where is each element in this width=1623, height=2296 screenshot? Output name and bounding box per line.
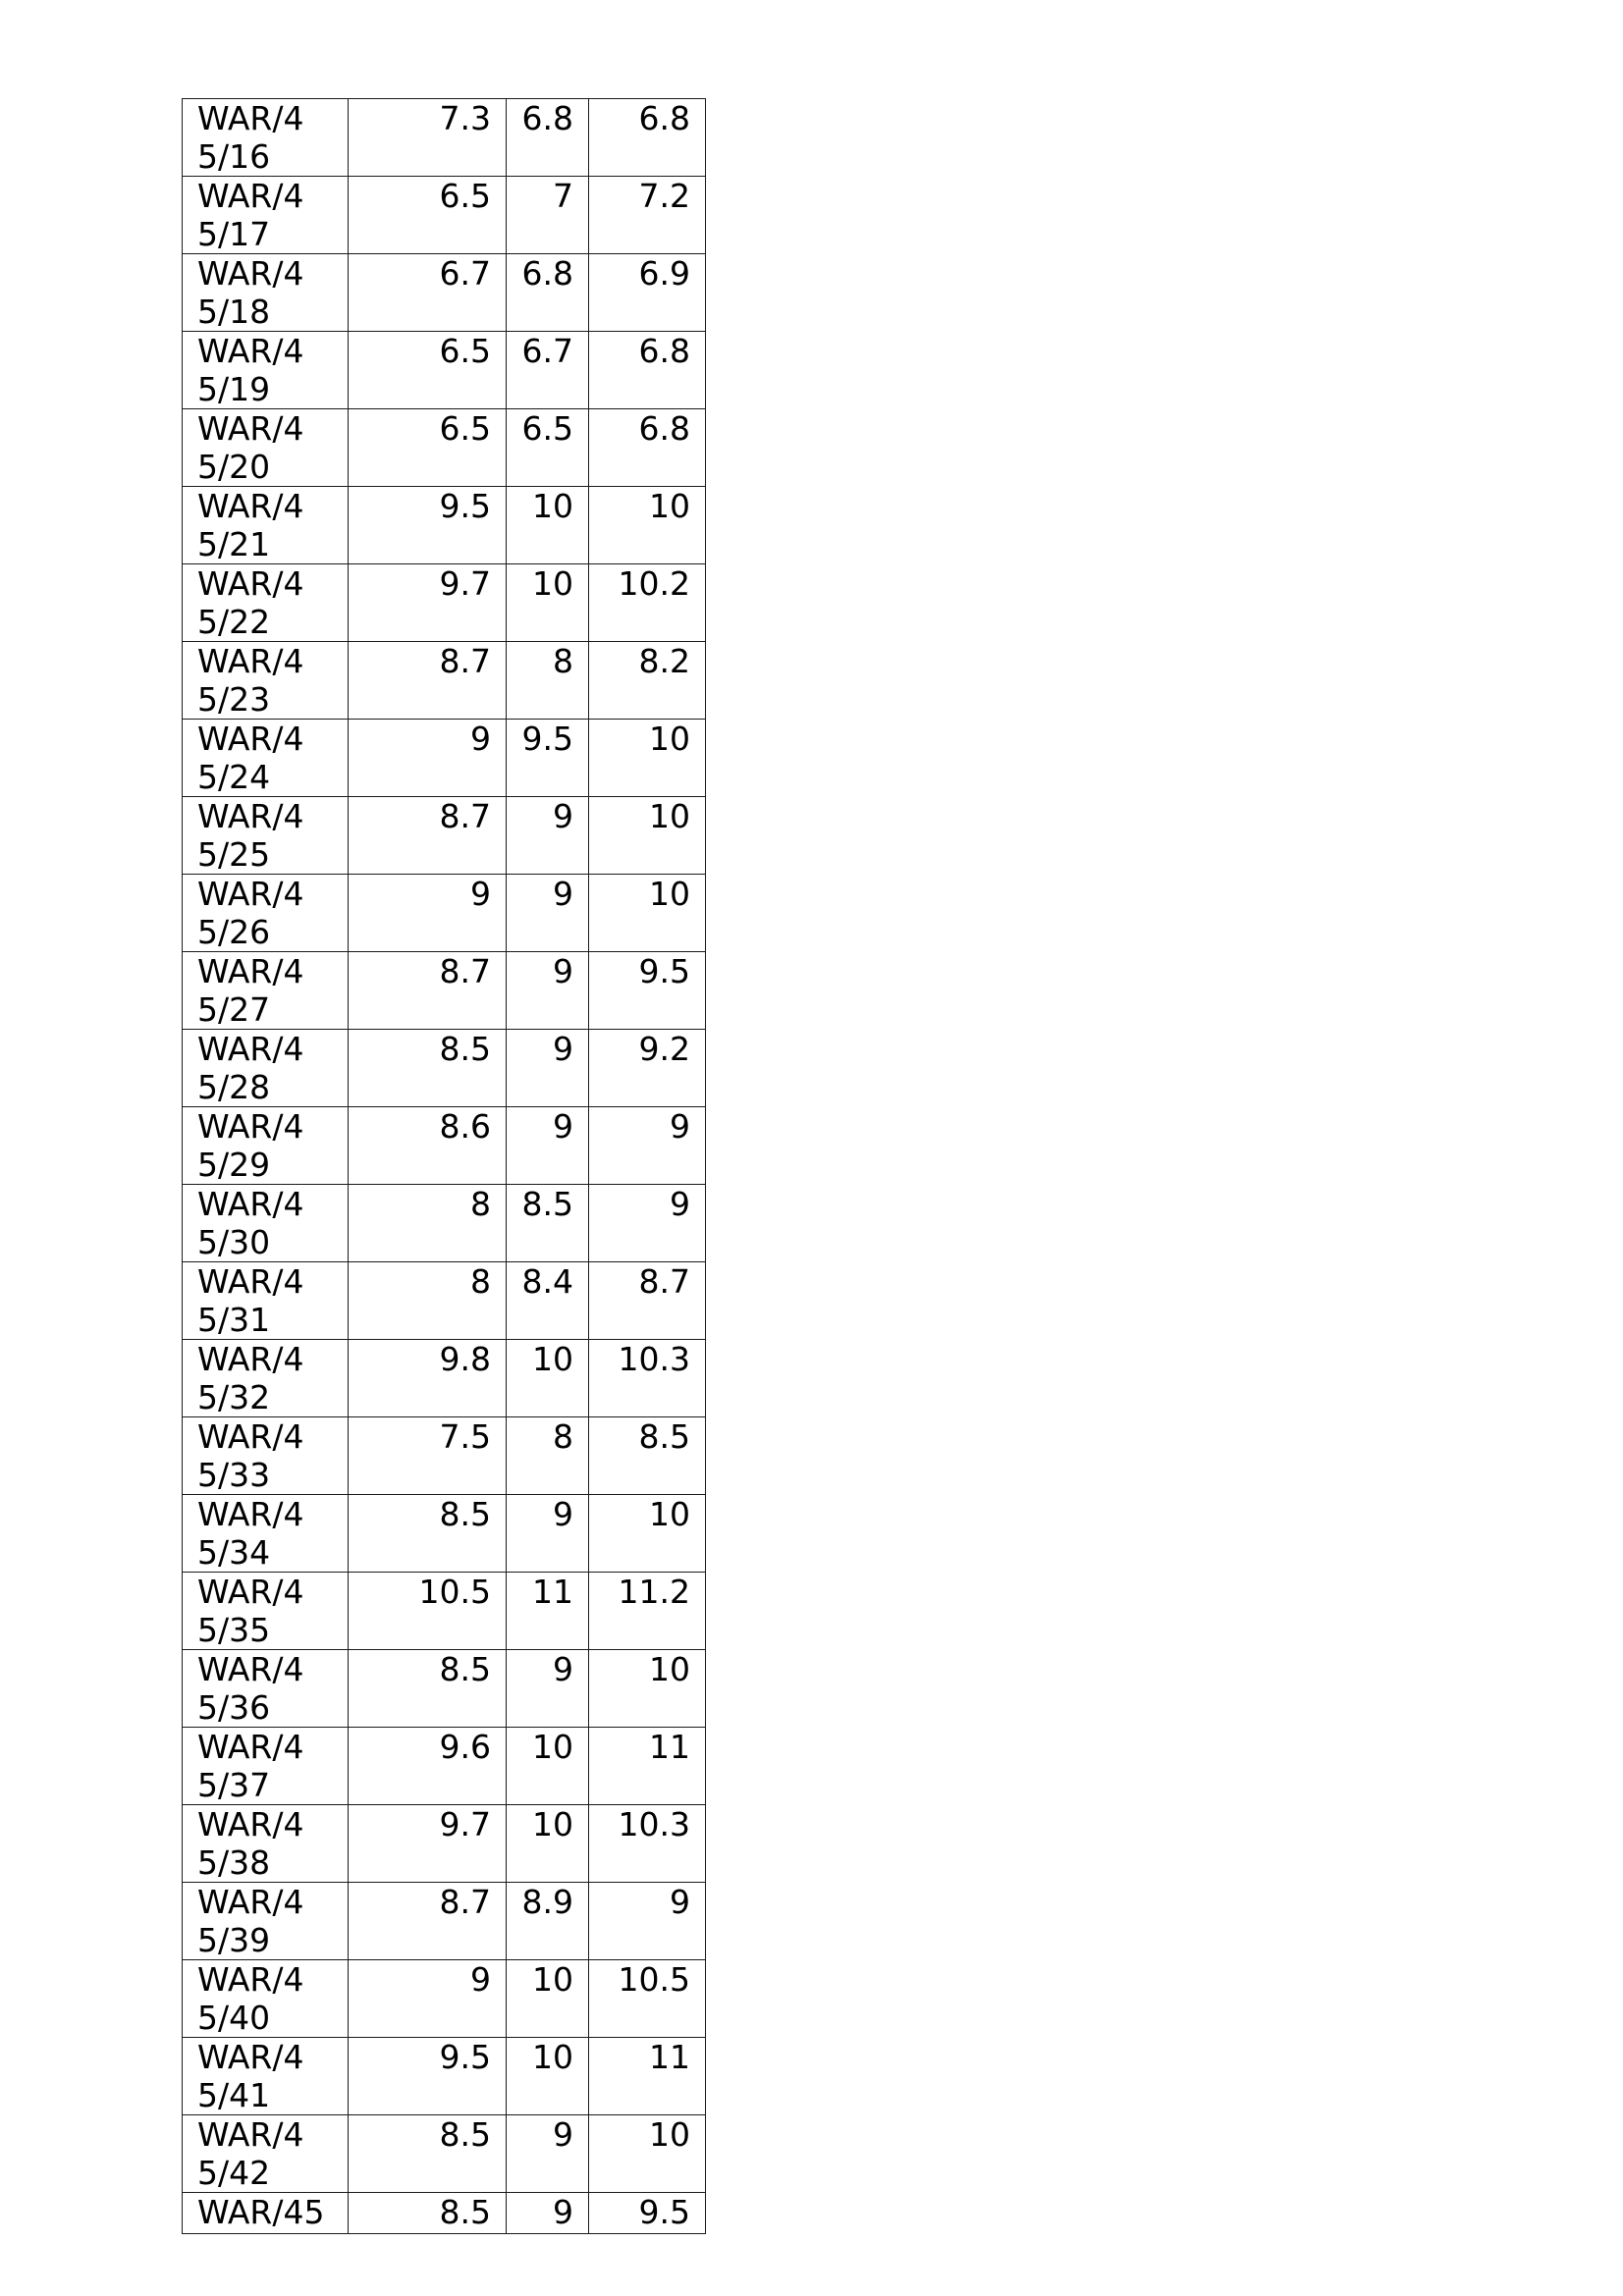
table-row (183, 1883, 706, 1960)
value-cell-3: 10 (589, 797, 706, 875)
value-cell-2: 9 (507, 1650, 589, 1728)
table-row (183, 797, 706, 875)
value-cell-2: 9 (507, 1107, 589, 1185)
sample-id-cell: WAR/45/31 (183, 1262, 349, 1340)
value-cell-1: 6.5 (349, 409, 507, 487)
value-cell-3: 9.5 (589, 952, 706, 1030)
value-cell-1: 10.5 (349, 1573, 507, 1650)
value-cell-2: 10 (507, 2038, 589, 2115)
value-cell-1: 8.5 (349, 1030, 507, 1107)
table-row (183, 99, 706, 177)
table-row (183, 1573, 706, 1650)
sample-id-cell: WAR/45/32 (183, 1340, 349, 1417)
table-row (183, 720, 706, 797)
value-cell-1: 7.3 (349, 99, 507, 177)
sample-id-cell: WAR/45/19 (183, 332, 349, 409)
value-cell-2: 6.8 (507, 99, 589, 177)
sample-id-cell: WAR/45/30 (183, 1185, 349, 1262)
value-cell-3: 11 (589, 1728, 706, 1805)
table-row (183, 177, 706, 254)
value-cell-2: 8.4 (507, 1262, 589, 1340)
value-cell-2: 8.5 (507, 1185, 589, 1262)
sample-id-cell: WAR/45/39 (183, 1883, 349, 1960)
table-body (183, 99, 706, 2234)
table-row (183, 642, 706, 720)
value-cell-1: 9.5 (349, 2038, 507, 2115)
table-row (183, 2115, 706, 2193)
value-cell-3: 9 (589, 1883, 706, 1960)
value-cell-2: 7 (507, 177, 589, 254)
value-cell-2: 9 (507, 2115, 589, 2193)
table-row (183, 1262, 706, 1340)
table-row (183, 952, 706, 1030)
value-cell-2: 10 (507, 564, 589, 642)
value-cell-2: 9 (507, 797, 589, 875)
value-cell-2: 10 (507, 1960, 589, 2038)
sample-id-cell: WAR/45/33 (183, 1417, 349, 1495)
value-cell-1: 9 (349, 1960, 507, 2038)
value-cell-3: 8.7 (589, 1262, 706, 1340)
value-cell-3: 10.5 (589, 1960, 706, 2038)
table-row (183, 875, 706, 952)
table-row (183, 1495, 706, 1573)
table-row (183, 1340, 706, 1417)
value-cell-1: 8 (349, 1185, 507, 1262)
value-cell-1: 8.7 (349, 797, 507, 875)
sample-id-cell: WAR/45/23 (183, 642, 349, 720)
value-cell-2: 6.5 (507, 409, 589, 487)
sample-id-cell: WAR/45 (183, 2193, 349, 2234)
value-cell-1: 9.7 (349, 564, 507, 642)
table-row (183, 409, 706, 487)
value-cell-3: 10 (589, 1495, 706, 1573)
value-cell-2: 8.9 (507, 1883, 589, 1960)
value-cell-3: 10 (589, 1650, 706, 1728)
value-cell-1: 8.5 (349, 2115, 507, 2193)
value-cell-1: 9.6 (349, 1728, 507, 1805)
sample-id-cell: WAR/45/38 (183, 1805, 349, 1883)
value-cell-1: 8.5 (349, 2193, 507, 2234)
sample-id-cell: WAR/45/34 (183, 1495, 349, 1573)
value-cell-1: 9 (349, 875, 507, 952)
value-cell-2: 9 (507, 875, 589, 952)
value-cell-2: 9.5 (507, 720, 589, 797)
value-cell-1: 9 (349, 720, 507, 797)
sample-id-cell: WAR/45/29 (183, 1107, 349, 1185)
value-cell-3: 6.8 (589, 332, 706, 409)
table-row (183, 1030, 706, 1107)
value-cell-3: 10 (589, 487, 706, 564)
value-cell-3: 11 (589, 2038, 706, 2115)
value-cell-2: 9 (507, 2193, 589, 2234)
value-cell-3: 9 (589, 1185, 706, 1262)
value-cell-2: 9 (507, 1030, 589, 1107)
value-cell-3: 11.2 (589, 1573, 706, 1650)
table-row (183, 2193, 706, 2234)
value-cell-2: 8 (507, 1417, 589, 1495)
table-row (183, 2038, 706, 2115)
value-cell-1: 8.7 (349, 1883, 507, 1960)
value-cell-2: 11 (507, 1573, 589, 1650)
sample-id-cell: WAR/45/40 (183, 1960, 349, 2038)
value-cell-3: 7.2 (589, 177, 706, 254)
table-row (183, 487, 706, 564)
data-table (182, 98, 706, 2234)
sample-id-cell: WAR/45/26 (183, 875, 349, 952)
sample-id-cell: WAR/45/35 (183, 1573, 349, 1650)
value-cell-1: 9.7 (349, 1805, 507, 1883)
table-row (183, 1805, 706, 1883)
value-cell-3: 6.9 (589, 254, 706, 332)
value-cell-1: 7.5 (349, 1417, 507, 1495)
table-row (183, 1417, 706, 1495)
value-cell-3: 10.3 (589, 1805, 706, 1883)
sample-id-cell: WAR/45/21 (183, 487, 349, 564)
value-cell-3: 9.2 (589, 1030, 706, 1107)
value-cell-1: 8.6 (349, 1107, 507, 1185)
value-cell-2: 10 (507, 1340, 589, 1417)
sample-id-cell: WAR/45/41 (183, 2038, 349, 2115)
table-row (183, 1107, 706, 1185)
value-cell-1: 9.8 (349, 1340, 507, 1417)
sample-id-cell: WAR/45/18 (183, 254, 349, 332)
value-cell-1: 9.5 (349, 487, 507, 564)
value-cell-3: 10 (589, 720, 706, 797)
value-cell-3: 8.5 (589, 1417, 706, 1495)
value-cell-3: 10.3 (589, 1340, 706, 1417)
value-cell-3: 10 (589, 2115, 706, 2193)
value-cell-1: 8.7 (349, 952, 507, 1030)
sample-id-cell: WAR/45/28 (183, 1030, 349, 1107)
table-row (183, 254, 706, 332)
table-row (183, 564, 706, 642)
value-cell-3: 9 (589, 1107, 706, 1185)
table-row (183, 332, 706, 409)
sample-id-cell: WAR/45/16 (183, 99, 349, 177)
sample-id-cell: WAR/45/17 (183, 177, 349, 254)
table-row (183, 1650, 706, 1728)
value-cell-3: 10.2 (589, 564, 706, 642)
value-cell-1: 8.5 (349, 1495, 507, 1573)
value-cell-3: 8.2 (589, 642, 706, 720)
value-cell-1: 6.7 (349, 254, 507, 332)
table-row (183, 1185, 706, 1262)
value-cell-2: 8 (507, 642, 589, 720)
value-cell-3: 10 (589, 875, 706, 952)
sample-id-cell: WAR/45/42 (183, 2115, 349, 2193)
value-cell-1: 8.7 (349, 642, 507, 720)
value-cell-3: 9.5 (589, 2193, 706, 2234)
sample-id-cell: WAR/45/20 (183, 409, 349, 487)
value-cell-1: 6.5 (349, 332, 507, 409)
value-cell-2: 9 (507, 1495, 589, 1573)
table-row (183, 1960, 706, 2038)
value-cell-2: 9 (507, 952, 589, 1030)
value-cell-1: 8.5 (349, 1650, 507, 1728)
value-cell-2: 10 (507, 1728, 589, 1805)
value-cell-2: 6.7 (507, 332, 589, 409)
sample-id-cell: WAR/45/22 (183, 564, 349, 642)
table-row (183, 1728, 706, 1805)
sample-id-cell: WAR/45/24 (183, 720, 349, 797)
value-cell-1: 8 (349, 1262, 507, 1340)
value-cell-2: 6.8 (507, 254, 589, 332)
sample-id-cell: WAR/45/37 (183, 1728, 349, 1805)
value-cell-3: 6.8 (589, 99, 706, 177)
sample-id-cell: WAR/45/27 (183, 952, 349, 1030)
value-cell-2: 10 (507, 487, 589, 564)
value-cell-1: 6.5 (349, 177, 507, 254)
value-cell-3: 6.8 (589, 409, 706, 487)
value-cell-2: 10 (507, 1805, 589, 1883)
sample-id-cell: WAR/45/36 (183, 1650, 349, 1728)
sample-id-cell: WAR/45/25 (183, 797, 349, 875)
